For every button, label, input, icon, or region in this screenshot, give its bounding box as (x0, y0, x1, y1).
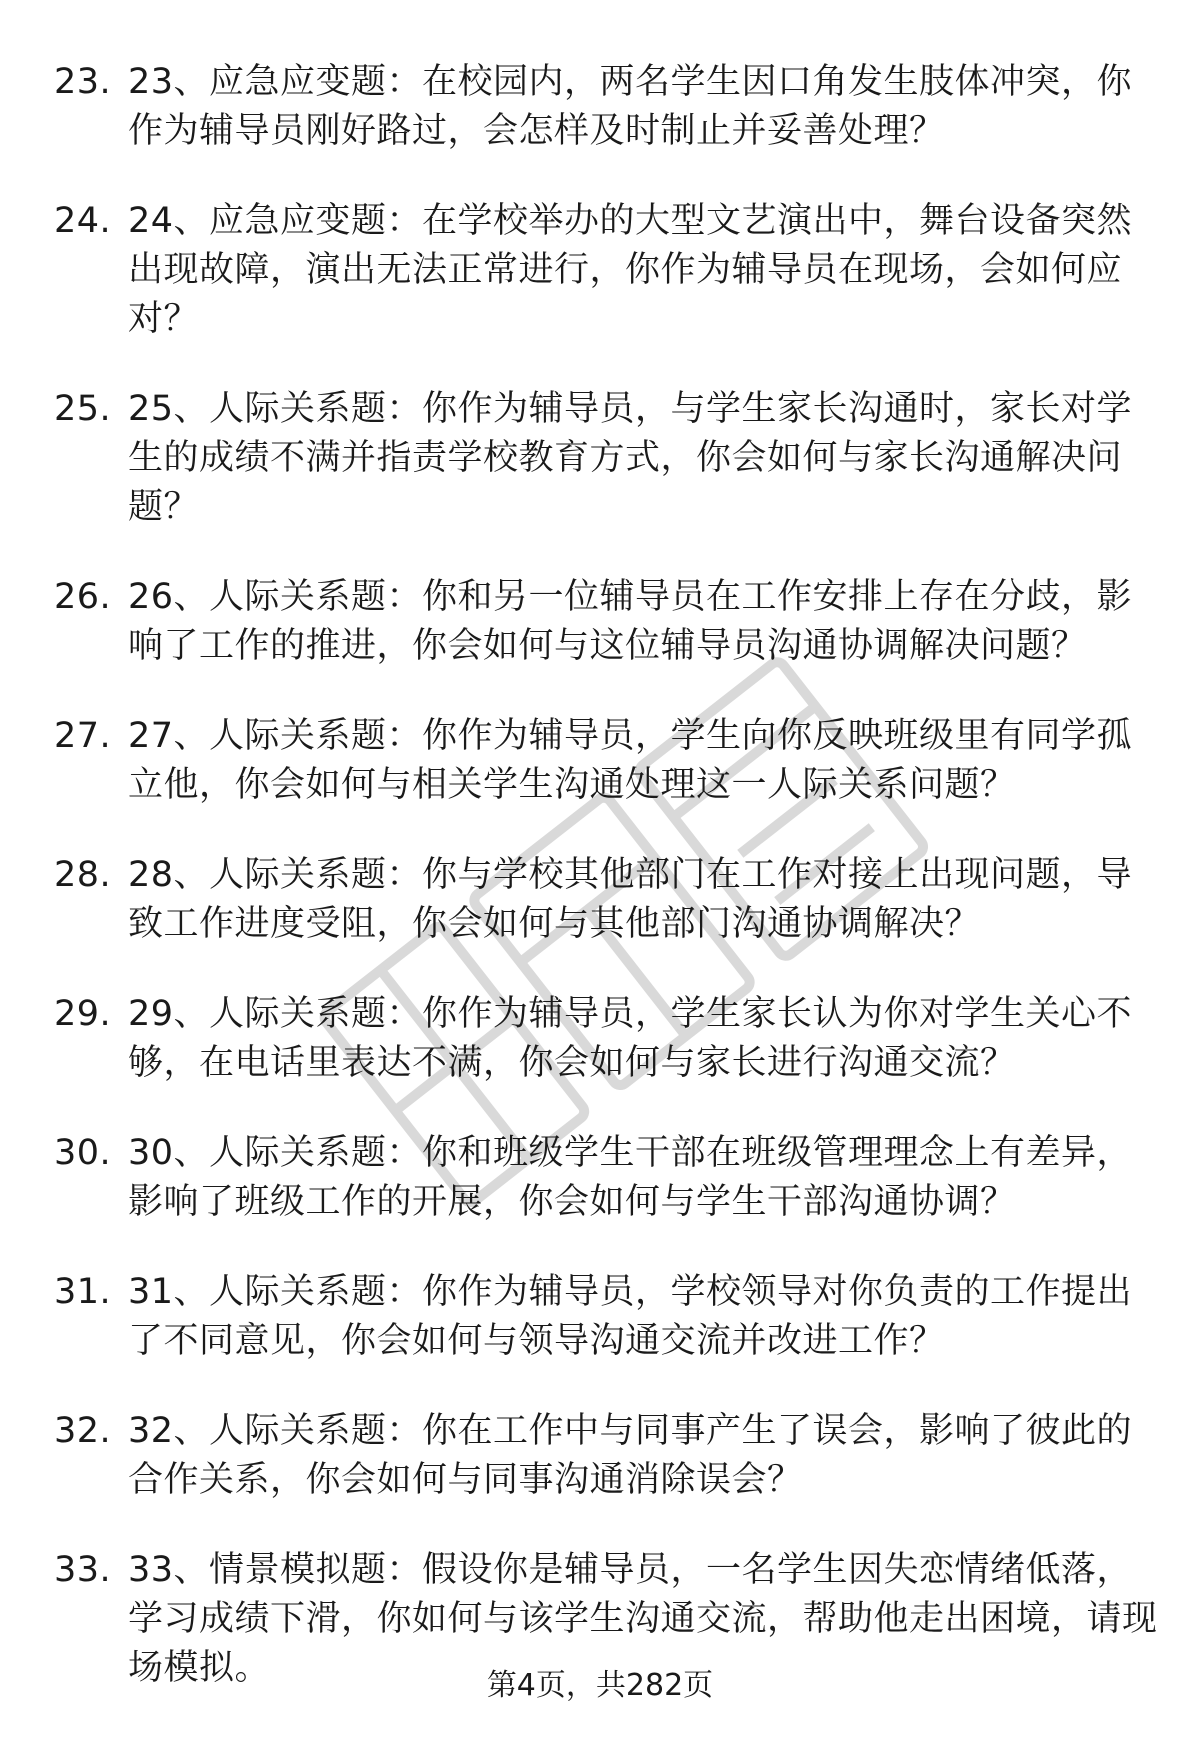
question-text: 27、人际关系题：你作为辅导员，学生向你反映班级里有同学孤立他，你会如何与相关学生沟通处理这一人际关系问题？ (128, 716, 1133, 805)
question-item (0, 851, 1200, 949)
question-text: 32、人际关系题：你在工作中与同事产生了误会，影响了彼此的合作关系，你会如何与同事沟通消除误会？ (128, 1411, 1133, 1500)
question-item (0, 385, 1200, 532)
question-number: 23. (54, 62, 112, 102)
question-number: 27. (54, 716, 112, 756)
question-item (0, 712, 1200, 810)
question-text: 26、人际关系题：你和另一位辅导员在工作安排上存在分歧，影响了工作的推进，你会如何与这位辅导员沟通协调解决问题？ (128, 577, 1133, 666)
question-text: 31、人际关系题：你作为辅导员，学校领导对你负责的工作提出了不同意见，你会如何与领导沟通交流并改进工作？ (128, 1272, 1133, 1361)
question-number: 31. (54, 1272, 112, 1312)
question-text: 28、人际关系题：你与学校其他部门在工作对接上出现问题，导致工作进度受阻，你会如何与其他部门沟通协调解决？ (128, 855, 1133, 944)
question-number: 30. (54, 1133, 112, 1173)
question-text: 33、情景模拟题：假设你是辅导员，一名学生因失恋情绪低落，学习成绩下滑，你如何与该学生沟通交流，帮助他走出困境，请现场模拟。 (128, 1550, 1158, 1688)
question-number: 24. (54, 201, 112, 241)
question-list (0, 58, 1200, 1734)
question-number: 28. (54, 855, 112, 895)
question-item (0, 58, 1200, 156)
question-text: 24、应急应变题：在学校举办的大型文艺演出中，舞台设备突然出现故障，演出无法正常进行，你作为辅导员在现场，会如何应对？ (128, 201, 1133, 339)
question-item (0, 1407, 1200, 1505)
question-number: 26. (54, 577, 112, 617)
question-number: 32. (54, 1411, 112, 1451)
question-item (0, 990, 1200, 1088)
question-item (0, 1268, 1200, 1366)
page-footer: 第4页，共282页 (486, 1668, 714, 1703)
question-text: 29、人际关系题：你作为辅导员，学生家长认为你对学生关心不够，在电话里表达不满，你会如何与家长进行沟通交流？ (128, 994, 1133, 1083)
question-item (0, 573, 1200, 671)
question-number: 29. (54, 994, 112, 1034)
question-text: 30、人际关系题：你和班级学生干部在班级管理理念上有差异，影响了班级工作的开展，你会如何与学生干部沟通协调？ (128, 1133, 1133, 1222)
question-text: 23、应急应变题：在校园内，两名学生因口角发生肢体冲突，你作为辅导员刚好路过，会怎样及时制止并妥善处理？ (128, 62, 1133, 151)
question-number: 33. (54, 1550, 112, 1590)
question-text: 25、人际关系题：你作为辅导员，与学生家长沟通时，家长对学生的成绩不满并指责学校教育方式，你会如何与家长沟通解决问题？ (128, 389, 1133, 527)
question-item (0, 1129, 1200, 1227)
question-number: 25. (54, 389, 112, 429)
question-item (0, 197, 1200, 344)
